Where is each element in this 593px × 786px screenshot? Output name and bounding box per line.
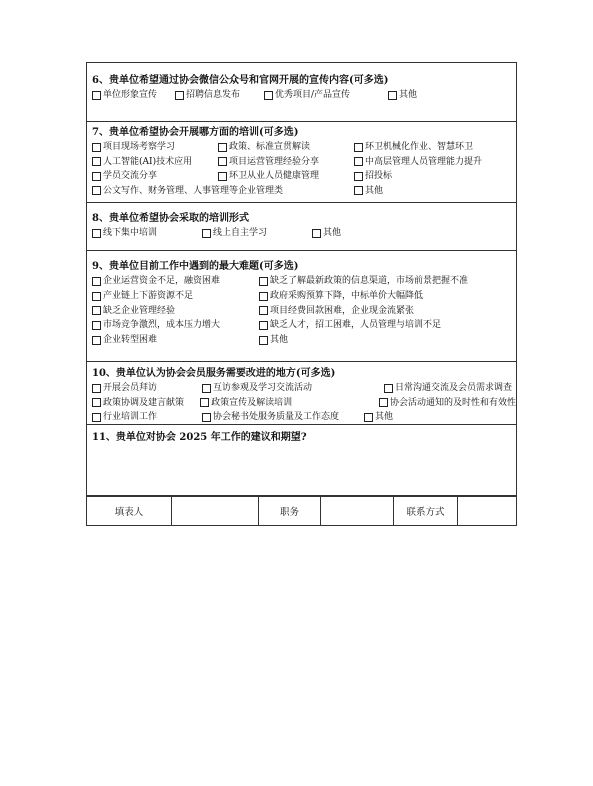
option-label: 线下集中培训 <box>103 228 158 238</box>
option-label: 人工智能(AI)技术应用 <box>103 156 193 167</box>
option-checkbox[interactable] <box>92 184 354 199</box>
checkbox-icon[interactable] <box>92 172 101 181</box>
question-7 <box>87 122 516 203</box>
option-label: 市场竞争激烈，成本压力增大 <box>103 320 221 331</box>
option-checkbox[interactable] <box>92 318 259 333</box>
option-checkbox[interactable] <box>354 184 490 199</box>
checkbox-icon[interactable] <box>259 336 268 345</box>
option-row <box>92 169 516 184</box>
option-checkbox[interactable] <box>354 155 482 170</box>
option-row <box>92 396 516 411</box>
option-checkbox[interactable] <box>354 169 392 184</box>
option-checkbox[interactable] <box>92 396 200 411</box>
option-label: 环卫机械化作业、智慧环卫 <box>365 142 474 152</box>
checkbox-icon[interactable] <box>92 157 101 166</box>
option-checkbox[interactable] <box>259 304 414 319</box>
checkbox-icon[interactable] <box>218 143 227 152</box>
option-checkbox[interactable] <box>388 88 417 104</box>
checkbox-icon[interactable] <box>202 413 211 422</box>
option-checkbox[interactable] <box>379 396 516 411</box>
option-label: 招聘信息发布 <box>186 90 241 100</box>
option-row <box>92 381 516 396</box>
option-label: 其他 <box>323 228 342 238</box>
suggestion-answer-area[interactable] <box>92 445 516 495</box>
position-label: 职务 <box>259 497 321 525</box>
option-checkbox[interactable] <box>218 169 354 184</box>
question-title: 10、贵单位认为协会会员服务需要改进的地方(可多选) <box>92 368 336 379</box>
option-label: 项目运营管理经验分享 <box>229 156 320 167</box>
option-checkbox[interactable] <box>259 318 441 333</box>
option-label: 项目现场考察学习 <box>103 142 176 152</box>
checkbox-icon[interactable] <box>364 413 373 422</box>
checkbox-icon[interactable] <box>92 306 101 315</box>
option-label: 政策协调及建言献策 <box>103 397 185 408</box>
option-label: 招投标 <box>365 171 393 181</box>
option-checkbox[interactable] <box>175 88 264 104</box>
checkbox-icon[interactable] <box>354 143 363 152</box>
checkbox-icon[interactable] <box>175 91 184 100</box>
option-row <box>92 333 516 348</box>
question-title: 11、贵单位对协会 2025 年工作的建议和期望? <box>92 432 307 443</box>
option-checkbox[interactable] <box>92 169 218 184</box>
option-row <box>92 410 516 425</box>
checkbox-icon[interactable] <box>92 321 101 330</box>
checkbox-icon[interactable] <box>354 186 363 195</box>
checkbox-icon[interactable] <box>92 91 101 100</box>
question-title: 6、贵单位希望通过协会微信公众号和官网开展的宣传内容(可多选) <box>92 75 389 86</box>
option-checkbox[interactable] <box>92 304 259 319</box>
option-checkbox[interactable] <box>259 333 288 348</box>
option-checkbox[interactable] <box>92 274 259 289</box>
option-label: 政策宣传及解读培训 <box>211 397 293 408</box>
checkbox-icon[interactable] <box>259 277 268 286</box>
option-label: 政策、标准宣贯解读 <box>229 142 311 152</box>
option-checkbox[interactable] <box>200 396 379 411</box>
checkbox-icon[interactable] <box>218 172 227 181</box>
option-label: 公文写作、财务管理、人事管理等企业管理类 <box>103 185 284 196</box>
option-checkbox[interactable] <box>92 88 175 104</box>
option-checkbox[interactable] <box>218 155 354 170</box>
survey-form <box>86 62 517 526</box>
question-8 <box>87 203 516 251</box>
option-label: 日常沟通交流及会员需求调查 <box>395 383 513 393</box>
checkbox-icon[interactable] <box>259 306 268 315</box>
checkbox-icon[interactable] <box>354 157 363 166</box>
checkbox-icon[interactable] <box>92 384 101 393</box>
question-11 <box>87 425 516 496</box>
position-field[interactable] <box>321 497 394 525</box>
option-label: 缺乏了解最新政策的信息渠道，市场前景把握不准 <box>270 276 469 286</box>
option-label: 开展会员拜访 <box>103 383 158 393</box>
checkbox-icon[interactable] <box>200 398 209 407</box>
checkbox-icon[interactable] <box>312 229 321 238</box>
option-label: 其他 <box>399 90 418 100</box>
checkbox-icon[interactable] <box>92 398 101 407</box>
option-checkbox[interactable] <box>92 140 218 155</box>
checkbox-icon[interactable] <box>202 384 211 393</box>
checkbox-icon[interactable] <box>92 277 101 286</box>
checkbox-icon[interactable] <box>92 413 101 422</box>
option-checkbox[interactable] <box>92 226 202 242</box>
checkbox-icon[interactable] <box>264 91 273 100</box>
question-title: 8、贵单位希望协会采取的培训形式 <box>92 213 249 224</box>
checkbox-icon[interactable] <box>92 143 101 152</box>
option-checkbox[interactable] <box>354 140 473 155</box>
checkbox-icon[interactable] <box>92 336 101 345</box>
option-checkbox[interactable] <box>259 274 468 289</box>
option-checkbox[interactable] <box>92 155 218 170</box>
option-checkbox[interactable] <box>384 381 512 396</box>
option-row <box>92 155 516 170</box>
option-label: 其他 <box>375 412 394 422</box>
contact-field[interactable] <box>458 497 516 525</box>
checkbox-icon[interactable] <box>92 292 101 301</box>
checkbox-icon[interactable] <box>218 157 227 166</box>
checkbox-icon[interactable] <box>384 384 393 393</box>
option-label: 优秀项目/产品宣传 <box>275 90 351 100</box>
option-row <box>92 289 516 304</box>
option-label: 单位形象宣传 <box>103 90 158 100</box>
option-checkbox[interactable] <box>264 88 388 104</box>
option-row <box>92 140 516 155</box>
option-checkbox[interactable] <box>312 226 341 242</box>
option-checkbox[interactable] <box>92 333 259 348</box>
option-label: 其他 <box>365 185 384 196</box>
checkbox-icon[interactable] <box>354 172 363 181</box>
option-label: 产业链上下游资源不足 <box>103 290 194 301</box>
option-label: 政府采购预算下降，中标单价大幅降低 <box>270 290 424 301</box>
checkbox-icon[interactable] <box>92 186 101 195</box>
option-checkbox[interactable] <box>92 381 202 396</box>
option-row <box>92 304 516 319</box>
filler-label: 填表人 <box>87 497 172 525</box>
question-6 <box>87 63 516 122</box>
option-label: 中高层管理人员管理能力提升 <box>365 156 483 167</box>
question-10 <box>87 362 516 425</box>
option-label: 线上自主学习 <box>213 228 268 238</box>
option-label: 其他 <box>270 335 289 346</box>
option-label: 协会秘书处服务质量及工作态度 <box>213 412 340 422</box>
option-row <box>92 318 516 333</box>
filler-field[interactable] <box>172 497 259 525</box>
option-label: 环卫从业人员健康管理 <box>229 171 320 181</box>
option-label: 项目经费回款困难，企业现金流紧张 <box>270 305 415 316</box>
checkbox-icon[interactable] <box>379 398 388 407</box>
option-row <box>92 274 516 289</box>
option-checkbox[interactable] <box>218 140 354 155</box>
option-checkbox[interactable] <box>202 226 312 242</box>
question-9 <box>87 251 516 362</box>
option-label: 缺乏人才，招工困难，人员管理与培训不足 <box>270 320 442 331</box>
contact-label: 联系方式 <box>394 497 458 525</box>
option-checkbox[interactable] <box>259 289 423 304</box>
option-label: 企业运营资金不足，融资困难 <box>103 276 221 286</box>
signoff-row <box>87 496 516 525</box>
option-row <box>92 184 516 199</box>
option-label: 企业转型困难 <box>103 335 158 346</box>
option-checkbox[interactable] <box>364 410 393 425</box>
option-checkbox[interactable] <box>202 381 384 396</box>
option-checkbox[interactable] <box>92 289 259 304</box>
option-label: 学员交流分享 <box>103 171 158 181</box>
option-label: 缺乏企业管理经验 <box>103 305 176 316</box>
question-title: 9、贵单位目前工作中遇到的最大难题(可多选) <box>92 261 299 272</box>
question-title: 7、贵单位希望协会开展哪方面的培训(可多选) <box>92 127 299 138</box>
option-checkbox[interactable] <box>92 410 202 425</box>
option-row <box>92 226 516 242</box>
checkbox-icon[interactable] <box>259 292 268 301</box>
option-label: 互访参观及学习交流活动 <box>213 383 313 393</box>
checkbox-icon[interactable] <box>202 229 211 238</box>
checkbox-icon[interactable] <box>92 229 101 238</box>
option-label: 协会活动通知的及时性和有效性 <box>389 397 516 408</box>
option-checkbox[interactable] <box>202 410 364 425</box>
checkbox-icon[interactable] <box>388 91 397 100</box>
option-row <box>92 88 516 104</box>
option-label: 行业培训工作 <box>103 412 158 422</box>
checkbox-icon[interactable] <box>259 321 268 330</box>
